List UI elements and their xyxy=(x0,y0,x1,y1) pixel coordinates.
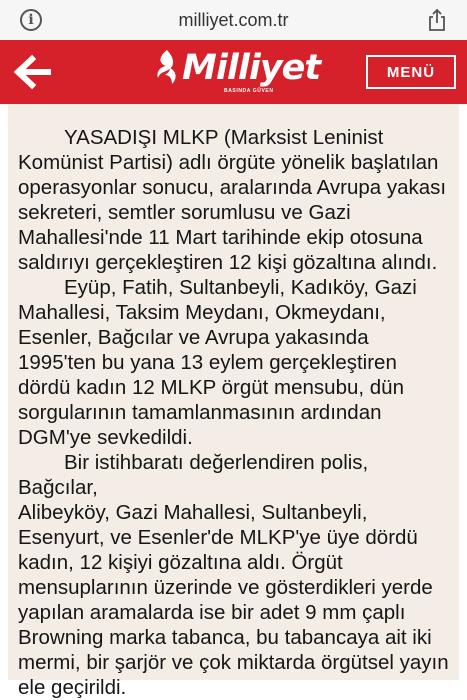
article-paragraph-3: Bir istihbaratı değerlendiren polis, Bağcılar, Alibeyköy, Gazi Mahallesi, Sultanbeyli, Esenyurt, ve Esenler'de MLKP'ye üye dördü kadın, 12 kişiyi gözaltına aldı. Örgüt mensuplarının üzerinde ve gösterdikleri yerde yapılan aramalarda ise bir adet 9 mm çaplı Browning marka tabanca, bu tabancaya ait iki mermi, bir şarjör ve çok miktarda örgütsel yayın ele geçirildi. xyxy=(18,451,449,699)
article-paragraph-2: Eyüp, Fatih, Sultanbeyli, Kadıköy, Gazi Mahallesi, Taksim Meydanı, Okmeydanı, Esenler, Bağcılar ve Avrupa yakasında 1995'ten bu yana 13 eylem gerçekleştiren dördü kadın 12 MLKP örgüt mensubu, dün sorgularının tamamlanmasının ardından DGM'ye sevkedildi. xyxy=(18,276,417,449)
url-text[interactable]: milliyet.com.tr xyxy=(178,9,289,30)
logo-tagline: BASINDA GÜVEN xyxy=(224,88,274,94)
article-container xyxy=(8,104,459,699)
back-arrow-icon[interactable] xyxy=(12,54,52,90)
flame-logo-icon xyxy=(152,48,180,88)
logo-text: Milliyet xyxy=(182,48,321,88)
milliyet-logo[interactable] xyxy=(152,46,322,98)
article-body xyxy=(18,125,450,700)
menu-button[interactable]: MENÜ xyxy=(366,55,456,89)
browser-address-bar xyxy=(0,0,467,40)
site-header xyxy=(0,40,467,104)
article-paragraph-1: YASADIŞI MLKP (Marksist Leninist Komünist Partisi) adlı örgüte yönelik başlatılan operasyonlar sonucu, aralarında Avrupa yakası sekreteri, semtler sorumlusu ve Gazi Mahallesi'nde 11 Mart tarihinde ekip otosuna saldırıyı gerçekleştiren 12 kişi gözaltına alındı. xyxy=(18,126,447,274)
info-icon[interactable]: i xyxy=(20,9,42,31)
share-icon[interactable] xyxy=(427,8,447,32)
